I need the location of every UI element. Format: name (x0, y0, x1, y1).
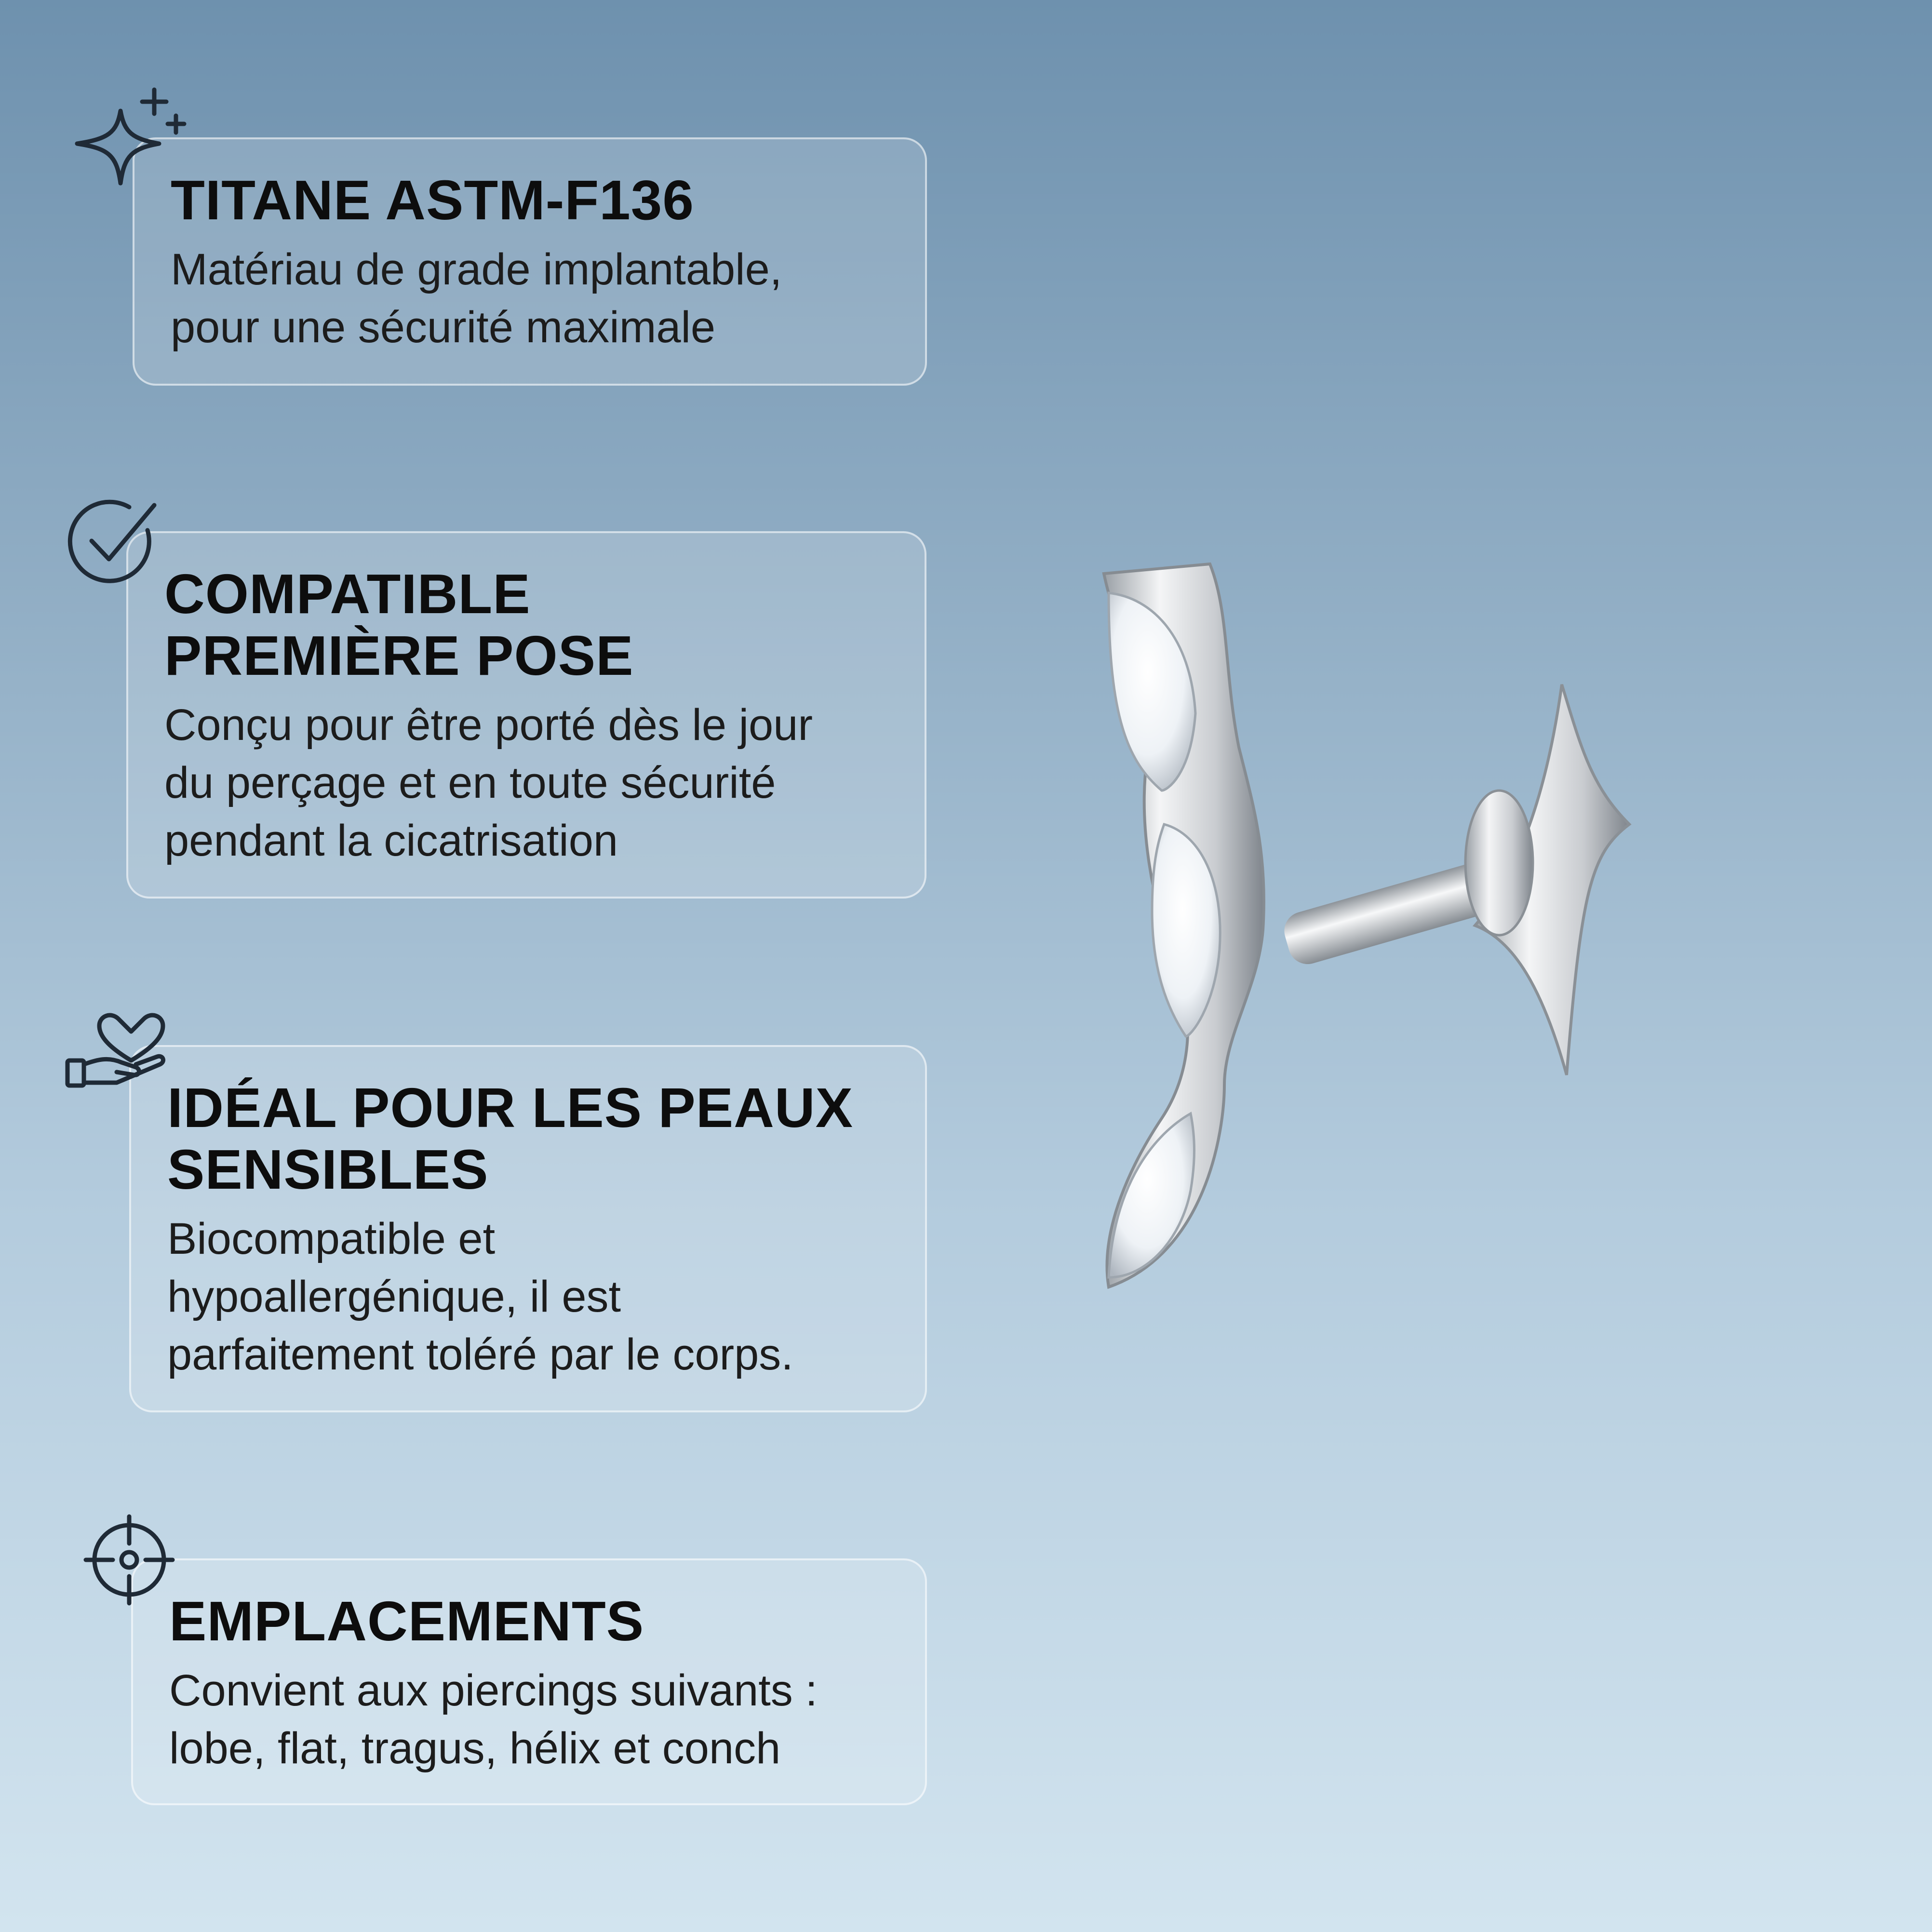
target-icon (83, 1514, 175, 1606)
feature-title: COMPATIBLE PREMIÈRE POSE (164, 563, 634, 687)
titanium-marquise-piercing (1080, 554, 1726, 1335)
feature-card-titane (133, 137, 927, 386)
feature-title: EMPLACEMENTS (169, 1590, 644, 1652)
feature-description: Conçu pour être porté dès le jour du perçage et en toute sécurité pendant la cicatrisation (164, 700, 813, 865)
check-circle-icon (67, 496, 159, 589)
feature-card-peaux-sensibles (129, 1045, 927, 1412)
feature-card-emplacements (131, 1558, 927, 1805)
sparkle-icon (72, 87, 190, 190)
feature-description: Matériau de grade implantable, pour une sécurité maximale (171, 245, 782, 352)
feature-description: Biocompatible et hypoallergénique, il est parfaitement toléré par le corps. (167, 1214, 793, 1379)
feature-description: Convient aux piercings suivants : lobe, flat, tragus, hélix et conch (169, 1666, 818, 1773)
feature-title: TITANE ASTM-F136 (171, 169, 694, 231)
hand-heart-icon (64, 1007, 170, 1089)
feature-title: IDÉAL POUR LES PEAUX SENSIBLES (167, 1076, 853, 1201)
feature-card-compatible (126, 531, 926, 899)
